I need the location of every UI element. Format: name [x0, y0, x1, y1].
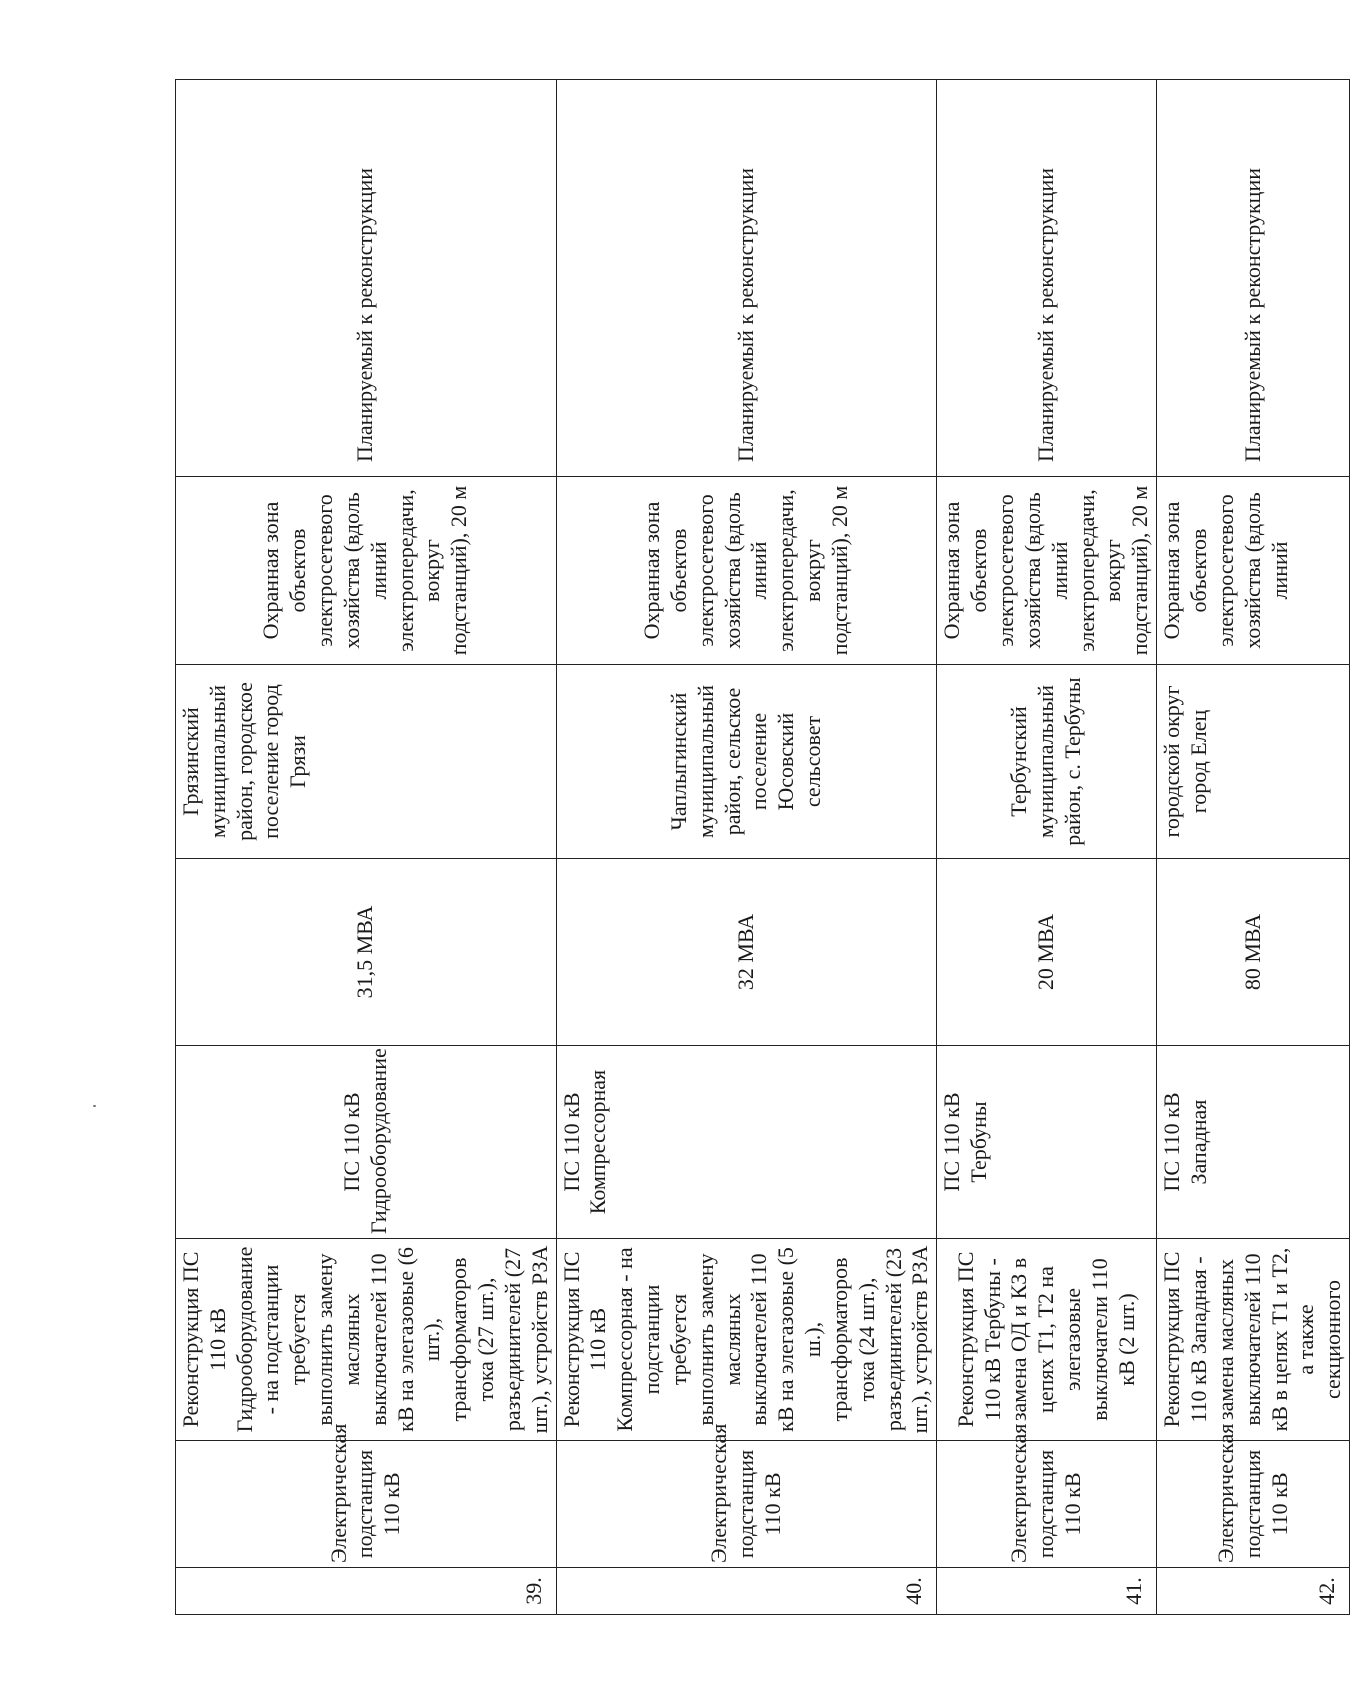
protection-zone: Охранная зона объектов электросетевого хозяйства (вдоль линий электропередачи, вокруг подстанций), 20 м — [937, 477, 1157, 665]
object-description: Реконструкция ПС 110 кВ Западная - замена масляных выключателей 110 кВ в цепях Т1 и Т2, а также секционного — [1157, 1239, 1350, 1441]
scan-speck — [93, 1105, 96, 1107]
object-name: ПС 110 кВ Компрессорная — [556, 1046, 937, 1239]
table-row — [176, 80, 557, 1615]
row-number: 39. — [176, 1568, 557, 1615]
object-status: Планируемый к реконструкции — [1157, 80, 1350, 477]
object-capacity: 31,5 МВА — [176, 859, 557, 1046]
protection-zone: Охранная зона объектов электросетевого хозяйства (вдоль линий электропередачи, вокруг подстанций), 20 м — [176, 477, 557, 665]
object-status: Планируемый к реконструкции — [556, 80, 937, 477]
object-name: ПС 110 кВ Гидрооборудование — [176, 1046, 557, 1239]
object-capacity: 20 МВА — [937, 859, 1157, 1046]
objects-table — [175, 79, 1350, 1615]
object-description: Реконструкция ПС 110 кВ Гидрооборудование - на подстанции требуется выполнить замену масляных выключателей 110 кВ на элегазовые (6 шт.), трансформаторов тока (27 шт.), разъединителей (27 шт.), устройств РЗА — [176, 1239, 557, 1441]
object-location: Грязинский муниципальный район, городское поселение город Грязи — [176, 665, 557, 859]
protection-zone: Охранная зона объектов электросетевого хозяйства (вдоль линий электропередачи, вокруг подстанций), 20 м — [556, 477, 937, 665]
object-type: Электрическая подстанция 110 кВ — [556, 1441, 937, 1568]
protection-zone: Охранная зона объектов электросетевого хозяйства (вдоль линий — [1157, 477, 1350, 665]
object-name: ПС 110 кВ Западная — [1157, 1046, 1350, 1239]
object-type: Электрическая подстанция 110 кВ — [176, 1441, 557, 1568]
object-status: Планируемый к реконструкции — [937, 80, 1157, 477]
object-type: Электрическая подстанция 110 кВ — [937, 1441, 1157, 1568]
object-capacity: 32 МВА — [556, 859, 937, 1046]
row-number: 42. — [1157, 1568, 1350, 1615]
object-location: Чаплыгинский муниципальный район, сельское поселение Юсовский сельсовет — [556, 665, 937, 859]
table-row — [937, 80, 1157, 1615]
object-location: Тербунский муниципальный район, с. Тербуны — [937, 665, 1157, 859]
table-row — [1157, 80, 1350, 1615]
table-row — [556, 80, 937, 1615]
object-name: ПС 110 кВ Тербуны — [937, 1046, 1157, 1239]
object-type: Электрическая подстанция 110 кВ — [1157, 1441, 1350, 1568]
rotated-table-wrapper — [175, 80, 1346, 1615]
object-description: Реконструкция ПС 110 кВ Компрессорная - на подстанции требуется выполнить замену масляных выключателей 110 кВ на элегазовые (5 ш.), трансформаторов тока (24 шт.), разъединителей (23 шт.), устройств РЗА — [556, 1239, 937, 1441]
object-description: Реконструкция ПС 110 кВ Тербуны - замена ОД и КЗ в цепях Т1, Т2 на элегазовые выключатели 110 кВ (2 шт.) — [937, 1239, 1157, 1441]
object-capacity: 80 МВА — [1157, 859, 1350, 1046]
object-status: Планируемый к реконструкции — [176, 80, 557, 477]
object-location: городской округ город Елец — [1157, 665, 1350, 859]
row-number: 40. — [556, 1568, 937, 1615]
row-number: 41. — [937, 1568, 1157, 1615]
